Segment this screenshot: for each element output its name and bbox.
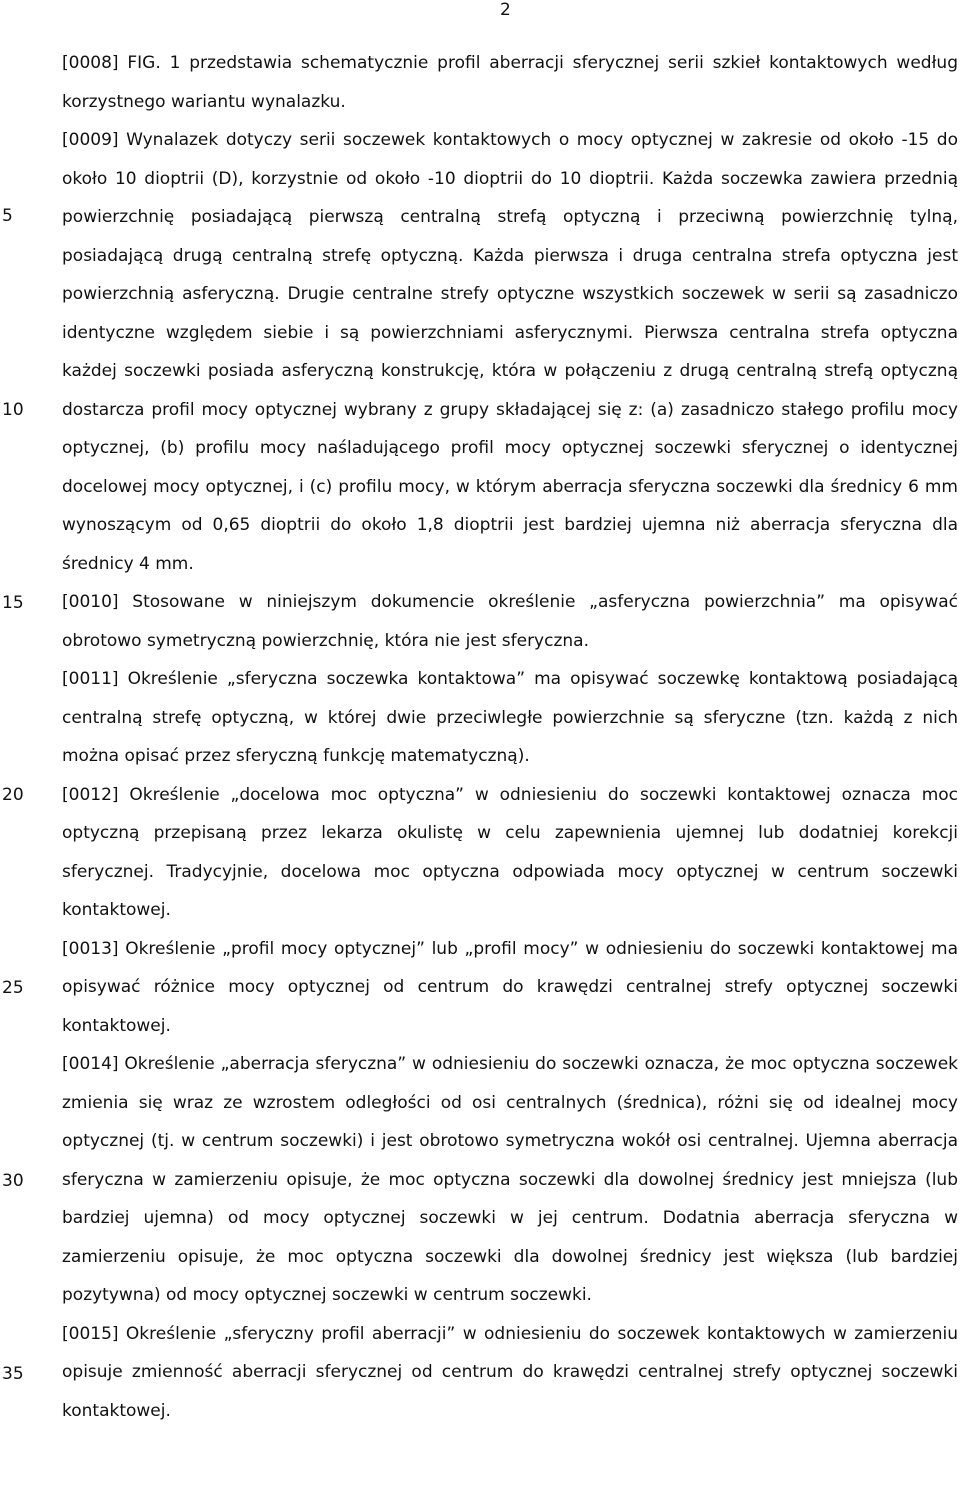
line-number-5: 5 — [2, 206, 13, 226]
line-number-35: 35 — [2, 1364, 24, 1384]
margin-line-numbers — [0, 0, 40, 1512]
page-number: 2 — [500, 0, 511, 20]
paragraph-0012: [0012] Określenie „docelowa moc optyczna” w odniesieniu do soczewki kontaktowej oznacza moc optyczną przepisaną przez lekarza okulistę w celu zapewnienia ujemnej lub dodatniej korekcji sferycznej. Tradycyjnie, docelowa moc optyczna odpowiada mocy optycznej w centrum soczewki kontaktowej. — [62, 784, 958, 920]
line-number-10: 10 — [2, 400, 24, 420]
paragraph-0014: [0014] Określenie „aberracja sferyczna” w odniesieniu do soczewki oznacza, że moc optyczna soczewek zmienia się wraz ze wzrostem odległości od osi centralnych (średnica), różni się od idealnej mocy optycznej (tj. w centrum soczewki) i jest obrotowo symetryczna wokół osi centralnej. Ujemna aberracja sferyczna w zamierzeniu opisuje, że moc optyczna soczewki dla dowolnej średnicy jest mniejsza (lub bardziej ujemna) od mocy optycznej soczewki w jej centrum. Dodatnia aberracja sferyczna w zamierzeniu opisuje, że moc optyczna soczewki dla dowolnej średnicy jest większa (lub bardziej pozytywna) od mocy optycznej soczewki w centrum soczewki. — [62, 1054, 958, 1305]
line-number-25: 25 — [2, 978, 24, 998]
line-number-30: 30 — [2, 1171, 24, 1191]
paragraph-0008: [0008] FIG. 1 przedstawia schematycznie profil aberracji sferycznej serii szkieł kontaktowych według korzystnego wariantu wynalazku. — [62, 53, 958, 112]
paragraph-0015: [0015] Określenie „sferyczny profil aberracji” w odniesieniu do soczewek kontaktowych w zamierzeniu opisuje zmienność aberracji sferycznej od centrum do krawędzi centralnej strefy optycznej soczewki kontaktowej. — [62, 1323, 958, 1421]
paragraph-0011: [0011] Określenie „sferyczna soczewka kontaktowa” ma opisywać soczewkę kontaktową posiadającą centralną strefę optyczną, w której dwie przeciwległe powierzchnie są sferyczne (tzn. każdą z nich można opisać przez sferyczną funkcję matematyczną). — [62, 669, 958, 766]
paragraph-0013: [0013] Określenie „profil mocy optycznej” lub „profil mocy” w odniesieniu do soczewki kontaktowej ma opisywać różnice mocy optycznej od centrum do krawędzi centralnej strefy optycznej soczewki kontaktowej. — [62, 938, 958, 1036]
line-number-20: 20 — [2, 785, 24, 805]
line-number-15: 15 — [2, 593, 24, 613]
paragraph-0009: [0009] Wynalazek dotyczy serii soczewek kontaktowych o mocy optycznej w zakresie od około -15 do około 10 dioptrii (D), korzystnie od około -10 dioptrii do 10 dioptrii. Każda soczewka zawiera przednią powierzchnię posiadającą pierwszą centralną strefą optyczną i przeciwną powierzchnię tylną, posiadającą drugą centralną strefę optyczną. Każda pierwsza i druga centralna strefa optyczna jest powierzchnią asferyczną. Drugie centralne strefy optyczne wszystkich soczewek w serii są zasadniczo identyczne względem siebie i są powierzchniami asferycznymi. Pierwsza centralna strefa optyczna każdej soczewki posiada asferyczną konstrukcję, która w połączeniu z drugą centralną strefą optyczną dostarcza profil mocy optycznej wybrany z grupy składającej się z: (a) zasadniczo stałego profilu mocy optycznej, (b) profilu mocy naśladującego profil mocy optycznej soczewki sferycznej o identycznej docelowej mocy optycznej, i (c) profilu mocy, w którym aberracja sferyczna soczewki dla średnicy 6 mm wynoszącym od 0,65 dioptrii do około 1,8 dioptrii jest bardziej ujemna niż aberracja sferyczna dla średnicy 4 mm. — [62, 130, 958, 574]
document-body — [62, 44, 958, 1430]
paragraph-0010: [0010] Stosowane w niniejszym dokumencie określenie „asferyczna powierzchnia” ma opisywać obrotowo symetryczną powierzchnię, która nie jest sferyczna. — [62, 592, 958, 651]
